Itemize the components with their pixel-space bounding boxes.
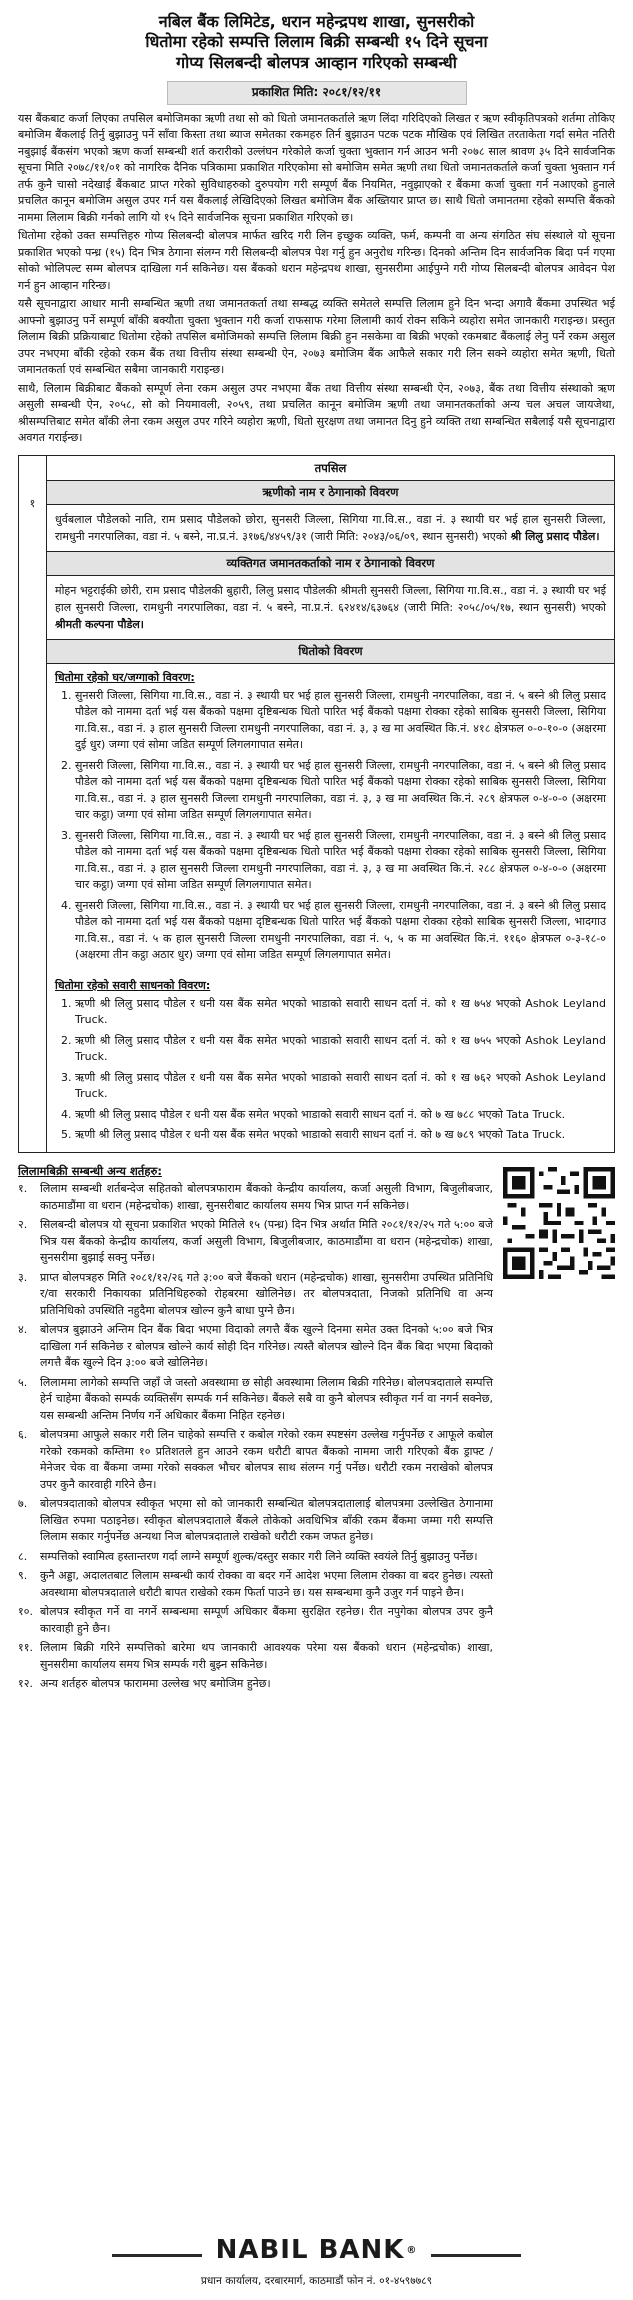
borrower-details [47, 505, 614, 551]
guarantor-details [47, 576, 614, 639]
published-date: प्रकाशित मिति: २०८१/१२/११ [167, 81, 467, 104]
notice-title [18, 12, 615, 73]
term-item [18, 1676, 493, 1693]
borrower-name: श्री लिलु प्रसाद पौडेल। [510, 530, 600, 544]
divider [112, 2254, 202, 2257]
term-number: ४. [18, 1323, 28, 1337]
term-item [18, 1270, 493, 1320]
term-item [18, 1549, 493, 1566]
term-number: १. [18, 1182, 28, 1196]
brand-name: NABIL BANK [215, 2235, 405, 2265]
list-item: 3. सुनसरी जिल्ला, सिगिया गा.वि.स., वडा नं. ३ स्थायी घर भई हाल सुनसरी जिल्ला, रामधुनी नगरपालिका, वडा नं. ३ बस्ने श्री लिलु प्रसाद पौडेल को नाममा दर्ता भई यस बैंकको पक्षमा दृष्टिबन्धक धितो पारित भई बैंकको पक्षमा रोक्का रहेको साबिक सुनसरी जिल्ला, सिगिया गा.वि.स., वडा नं. ३ हाल सुनसरी जिल्ला रामधुनी नगरपालिका, वडा नं. ३, ३ ख मा अवस्थित कि.नं. २८८ क्षेत्रफल ०-४-०-० (अक्षरमा चार कट्ठा) जग्गा एवं सोमा जडित सम्पूर्ण लिगलगापात समेत। [75, 828, 606, 894]
schedule-header: तपसिल [47, 456, 614, 482]
title-line-1: नबिल बैंक लिमिटेड, धरान महेन्द्रपथ शाखा, सुनसरीको [158, 12, 475, 31]
term-number: १२. [18, 1677, 33, 1691]
term-item [18, 1322, 493, 1372]
list-item: 2. सुनसरी जिल्ला, सिगिया गा.वि.स., वडा नं. ३ स्थायी घर भई हाल सुनसरी जिल्ला, रामधुनी नगरपालिका, वडा नं. ५ बस्ने श्री लिलु प्रसाद पौडेल को नाममा दर्ता भई यस बैंकको पक्षमा दृष्टिबन्धक धितो पारित भई बैंकको पक्षमा रोक्का रहेको साबिक सुनसरी जिल्ला, सिगिया गा.वि.स., वडा नं. ३ हाल सुनसरी जिल्ला रामधुनी नगरपालिका, वडा नं. ३, ३ ख मा अवस्थित कि.नं. २८९ क्षेत्रफल ०-४-०-० (अक्षरमा चार कट्ठा) जग्गा एवं सोमा जडित सम्पूर्ण लिगलगापात समेत। [75, 758, 606, 824]
term-text: प्राप्त बोलपत्रहरु मिति २०८१/१२/२६ गते ३:०० बजे बैंकको धरान (महेन्द्रचोक) शाखा, सुनसरीमा उपस्थित प्रतिनिधि र/वा सरकारी निकायका प्रतिनिधिहरुको रोहबरमा खोलिनेछ। तर बोलपत्रदाता, निजको प्रतिनिधि वा अन्य प्रतिनिधिको उपस्थिति नहुदैमा बोलपत्र खोल्न कुनै बाधा पुग्ने छैन। [40, 1270, 493, 1317]
term-text: बोलपत्रदाताको बोलपत्र स्वीकृत भएमा सो को जानकारी सम्बन्धित बोलपत्रदातालाई बोलपत्रमा उल्लेखित ठेगानामा लिखित रुपमा पठाइनेछ। स्वीकृत बोलपत्रदाताले बैंकले तोकेको अवधिभित्र बाँकी रकम बैंकमा जम्मा गरी सम्पत्ति लिलाम सकार गर्नुपर्नेछ अन्यथा निज बोलपत्रदाताले राखेको धरौटी रकम जफत हुनेछ। [40, 1497, 493, 1544]
list-item: 3. ऋणी श्री लिलु प्रसाद पौडेल र धनी यस बैंक समेत भएको भाडाको सवारी साधन दर्ता नं. को १ ख ७६२ भएको Ashok Leyland Truck. [75, 1070, 606, 1103]
borrower-section-title: ऋणीको नाम र ठेगानाको विवरण [47, 481, 614, 505]
term-text: लिलाम बिक्री गरिने सम्पत्तिको बारेमा थप जानकारी आवश्यक परेमा यस बैंकको धरान (महेन्द्रचोक) शाखा, सुनसरीमा कार्यालय समय भित्र सम्पर्क गरी बुझ्न सकिनेछ। [40, 1641, 493, 1671]
bank-logo [216, 2232, 418, 2270]
list-item: 5. ऋणी श्री लिलु प्रसाद पौडेल र धनी यस बैंक समेत भएको भाडाको सवारी साधन दर्ता नं. को ७ ख ७८९ भएको Tata Truck. [75, 1127, 606, 1144]
intro-paragraph: साथै, लिलाम बिक्रीबाट बैंकको सम्पूर्ण लेना रकम असुल उपर नभएमा बैंक तथा वित्तीय संस्था सम्बन्धी ऐन, २०७३, बैंक तथा वित्तीय संस्थाको ऋण असुली सम्बन्धी ऐन, २०५८, सो को नियमावली, २०५९, तथा प्रचलित कानून बमोजिम ऋणी तथा जमानतकर्ताको अन्य चल अचल जायजेथा, श्रीसम्पत्तिबाट समेत बाँकी लेना रकम असुल उपर गरिने व्यहोरा ऋणी, धितो सुरक्षण तथा जमानत दिनु हुने व्यक्ति तथा सम्बन्धित सबैलाई यसै सूचनाद्वारा अवगत गराईन्छ। [18, 381, 615, 445]
intro-paragraph: धितोमा रहेको उक्त सम्पत्तिहरु गोप्य सिलबन्दी बोलपत्र मार्फत खरिद गरी लिन इच्छुक व्यक्ति, फर्म, कम्पनी वा अन्य संगठित संघ संस्थाले यो सूचना प्रकाशित भएको पन्ध्र (१५) दिन भित्र ठेगाना संलग्न गरी सिलबन्दी बोलपत्र पेश गर्नु हुन अनुरोध गरिन्छ। दिनको अन्तिम दिन सार्वजनिक बिदा पर्न गएमा सोको भोलिपल्ट सम्म बोलपत्र दाखिला गर्न सकिनेछ। यस बैंकको धरान महेन्द्रपथ शाखा, सुनसरीमा आईपुग्ने गरी गोप्य सिलबन्दी बोलपत्र आवेदन पेश गर्न हुन आव्हान गरिन्छ। [18, 229, 615, 292]
term-item [18, 1217, 493, 1267]
term-item [18, 1181, 493, 1214]
schedule-row-number: १ [19, 456, 47, 1152]
term-text: बोलपत्र स्वीकृत गर्ने वा नगर्ने सम्बन्धमा सम्पूर्ण अधिकार बैंकमा सुरक्षित रहनेछ। रीत नपुगेका बोलपत्र उपर कुनै कारवाही हुने छैन। [40, 1605, 493, 1635]
list-item: 2. ऋणी श्री लिलु प्रसाद पौडेल र धनी यस बैंक समेत भएको भाडाको सवारी साधन दर्ता नं. को १ ख ७५५ भएको Ashok Leyland Truck. [75, 1033, 606, 1066]
term-item [18, 1640, 493, 1673]
term-text: बोलपत्र बुझाउने अन्तिम दिन बैंक बिदा भएमा विदाको लगत्तै बैंक खुल्ने दिनमा समेत उक्त दिनको ५:०० बजे भित्र दाखिला गर्न सकिनेछ र बोलपत्र खोल्ने कार्य सोही दिन गरिनेछ। त्यस्तै बोलपत्र खोल्ने दिन बैंक बिदा भएमा बिदाको लगत्तै बैंक खुल्ने दिन ३:०० बजे खोलिनेछ। [40, 1323, 493, 1370]
list-item: 1. ऋणी श्री लिलु प्रसाद पौडेल र धनी यस बैंक समेत भएको भाडाको सवारी साधन दर्ता नं. को १ ख ७५४ भएको Ashok Leyland Truck. [75, 996, 606, 1029]
term-number: ६. [18, 1428, 28, 1442]
schedule-table [18, 455, 615, 1153]
vehicle-list [47, 996, 614, 1152]
term-item [18, 1375, 493, 1425]
qr-code-icon[interactable] [503, 1167, 615, 1279]
intro-text [18, 111, 615, 447]
term-item [18, 1604, 493, 1637]
borrower-text: धुर्वबलाल पौडेलको नाति, राम प्रसाद पौडेलको छोरा, सुनसरी जिल्ला, सिगिया गा.वि.स., वडा नं. ३ स्थायी घर भई हाल सुनसरी जिल्ला, रामधुनी नगरपालिका, वडा नं. ५ बस्ने, ना.प्र.नं. ३१७६/४४५९/३१ (जारी मिति: २०४३/०६/०९, स्थान सुनसरी) भएको [55, 513, 606, 544]
term-text: सिलबन्दी बोलपत्र यो सूचना प्रकाशित भएको मितिले १५ (पन्ध्र) दिन भित्र अर्थात मिति २०८१/१२/२५ गते ५:०० बजे भित्र यस बैंकको केन्द्रीय कार्यालय, कर्जा असुली विभाग, बिजुलीबजार, काठमाडौंमा वा धरान (महेन्द्रचोक) शाखा, सुनसरीमा बुझाई सक्नु पर्नेछ। [40, 1218, 493, 1265]
term-text: कुनै अड्डा, अदालतबाट लिलाम सम्बन्धी कार्य रोक्का वा बदर गर्ने आदेश भएमा लिलाम रोक्का वा बदर हुनेछ। त्यस्तो अवस्थामा बोलपत्रदाताले धरौटी बापत राखेको रकम फिर्ता पाउने छ। यस सम्बन्धमा कुनै उजुर गर्न पाइने छैन। [40, 1569, 493, 1599]
term-text: लिलाममा लागेको सम्पत्ति जहाँ जे जस्तो अवस्थामा छ सोही अवस्थामा लिलाम बिक्री गरिनेछ। बोलपत्रदाताले सम्पत्ति हेर्न चाहेमा बैंकको सम्पर्क व्यक्तिसँग सम्पर्क गर्न सकिनेछ। बैंकले सबै वा कुनै बोलपत्र स्वीकृत गर्न वा नगर्न सक्नेछ, यस सम्बन्धी अन्तिम निर्णय गर्ने अधिकार बैंकमा निहित रहनेछ। [40, 1375, 493, 1422]
intro-paragraph: यस बैंकबाट कर्जा लिएका तपसिल बमोजिमका ऋणी तथा सो को धितो जमानतकर्ताले ऋण लिंदा गरिदिएको लिखत र ऋण स्वीकृतिपत्रको शर्तमा तोकिए बमोजिम बैंकलाई तिर्नु बुझाउनु पर्ने साँवा किस्ता तथा ब्याज समेतका रकमहरु तिर्न बुझाउन पटक पटक मौखिक एवं लिखित तरताकेता गर्दा समेत नतिरी नबुझाई बैंकसंग भएको ऋण कर्जा सम्बन्धी शर्त करारीको उल्लंघन गरेकोले कर्जा चुक्ता भुक्तान गर्न आउन भनी २०७८ साल श्रावण ३५ दिने सार्वजनिक सूचना मिति २०७८/११/०१ को नागरिक दैनिक पत्रिकामा प्रकाशित गरिएकोमा सो बमोजिम समेत ऋणी तथा धितो जमानतकर्ताले कर्जा चुक्ता भुक्तान गर्न तर्फ कुनै चासो नदेखाई बैंकबाट प्राप्त गरेको सुविधाहरुको दुरुपयोग गरी सम्पूर्ण बैंक नियमित, नवुझाएको र बैंकमा कर्जा चुक्ता गर्न नआएको हुनाले प्रचलित कानून बमोजिम असुल उपर गर्न यस बैंकलाई लेखिदिएको लिखत बमोजिम बैंक अख्तियार प्राप्त छ। साथै धितो जमानतमा रहेको सम्पत्ति बैंकको नाममा लिलाम बिक्री गर्नको लागि यो १५ दिने सार्वजनिक सूचना प्रकाशित गरिएको छ। [18, 111, 615, 224]
land-list [47, 688, 614, 972]
schedule-content [47, 456, 614, 1152]
terms-list [18, 1163, 493, 1696]
list-item: 4. सुनसरी जिल्ला, सिगिया गा.वि.स., वडा नं. ३ स्थायी घर भई हाल सुनसरी जिल्ला, रामधुनी नगरपालिका, वडा नं. ३ बस्ने श्री लिलु प्रसाद पौडेल को नाममा दर्ता भई यस बैंकको पक्षमा दृष्टिबन्धक धितो पारित भई बैंकको पक्षमा रोक्का रहेको साबिक सुनसरी जिल्ला, भादगाउ गा.वि.स., वडा नं. ५ क हाल सुनसरी जिल्ला रामधुनी नगरपालिका, वडा नं. ५, ५ क मा अवस्थित कि.नं. ११६० क्षेत्रफल ०-३-१८-० (अक्षरमा तीन कट्ठा अठार धुर) जग्गा एवं सोमा जडित सम्पूर्ण लिगलगापात समेत। [75, 898, 606, 964]
divider [431, 2254, 521, 2257]
intro-paragraph: यसै सूचनाद्वारा आधार मानी सम्बन्धित ऋणी तथा जमानतकर्ता तथा सम्बद्ध व्यक्ति समेतले सम्पत्ति लिलाम हुने दिन भन्दा अगावै बैंकमा उपस्थित भई आफ्नो बुझाउनु पर्ने सम्पूर्ण बाँकी बक्यौता चुक्ता भुक्तान गरी कर्जा राफसाफ गरेमा लिलामी कार्य रोक्न सकिने व्यहोरा समेत जानकारी गराइन्छ। प्रस्तुत लिलाम बिक्री प्रक्रियाबाट धितोमा रहेको तपसिल बमोजिमको सम्पत्ति लिलाम बिक्री हुन नसकेमा वा बिक्री भएको रकमबाट बैंकलाई लेनु पर्ने रकम असुल उपर नभएमा बाँकी रहेको रकम बैंक तथा वित्तीय संस्था सम्बन्धी ऐन, २०७३ बमोजिम बैंक आफैले सकार गरी लिन सक्ने व्यहोरा समेत ऋणी, धितो जमानतकर्ता एवं सम्बन्धित सबैमा जानकारी गराइन्छ। [18, 297, 615, 377]
list-item: 1. सुनसरी जिल्ला, सिगिया गा.वि.स., वडा नं. ३ स्थायी घर भई हाल सुनसरी जिल्ला, रामधुनी नगरपालिका, वडा नं. ५ बस्ने श्री लिलु प्रसाद पौडेल को नाममा दर्ता भई यस बैंकको पक्षमा दृष्टिबन्धक धितो पारित भई बैंकको पक्षमा रोक्का रहेको साबिक सुनसरी जिल्ला, सिगिया गा.वि.स., वडा नं. ३ हाल सुनसरी जिल्ला रामधुनी नगरपालिका, वडा नं. ३, ३ ख मा अवस्थित कि.नं. ४१८ क्षेत्रफल ०-०-१०-० (अक्षरमा दुई धुर) जग्गा एवं सोमा जडित सम्पूर्ण लिगलगापात समेत। [75, 688, 606, 754]
term-text: अन्य शर्तहरु बोलपत्र फाराममा उल्लेख भए बमोजिम हुनेछ। [40, 1677, 271, 1691]
term-number: ९. [18, 1569, 28, 1583]
term-number: १०. [18, 1605, 33, 1619]
brand-row [0, 2232, 633, 2270]
term-text: लिलाम सम्बन्धी शर्तबन्देज सहितको बोलपत्रफाराम बैंकको केन्द्रीय कार्यालय, कर्जा असुली विभाग, बिजुलीबजार, काठमाडौंमा वा धरान (महेन्द्रचोक) शाखा, सुनसरीबाट कार्यालय समय भित्र प्राप्त गर्न सकिनेछ। [40, 1182, 493, 1212]
term-text: बोलपत्रमा आफुले सकार गरी लिन चाहेको सम्पत्ति र कबोल गरेको रकम स्पष्टसंग उल्लेख गर्नुपर्नेछ र आफूले कबोल गरेको रकमको कम्तिमा १० प्रतिशतले हुन आउने रकम धरौटी बापत बैंकको नाममा जारी गरिएको बैंक ड्राफ्ट / मेनेजर चेक वा बैंकमा जम्मा गरेको सक्कल भौचर बोलपत्र साथ संलग्न गर्नु पर्नेछ। धरौटी रकम नराखेको बोलपत्र उपर कुनै कारवाही गरिने छैन। [40, 1428, 493, 1491]
guarantor-name: श्रीमती कल्पना पौडेल। [55, 618, 144, 631]
title-line-2: धितोमा रहेको सम्पत्ति लिलाम बिक्री सम्बन्धी १५ दिने सूचना [145, 32, 488, 52]
terms-section [18, 1163, 615, 1696]
term-item [18, 1568, 493, 1601]
term-number: २. [18, 1218, 28, 1232]
title-line-3: गोप्य सिलबन्दी बोलपत्र आव्हान गरिएको सम्बन्धी [176, 52, 457, 72]
term-number: ५. [18, 1375, 28, 1389]
list-item: 4. ऋणी श्री लिलु प्रसाद पौडेल र धनी यस बैंक समेत भएको भाडाको सवारी साधन दर्ता नं. को ७ ख ७८८ भएको Tata Truck. [75, 1107, 606, 1124]
footer [0, 2232, 633, 2289]
head-office-address: प्रधान कार्यालय, दरबारमार्ग, काठमाडौं फोन नं. ०१-४५९७७८९ [200, 2274, 433, 2287]
term-item [18, 1427, 493, 1493]
term-number: ७. [18, 1497, 28, 1511]
collateral-section-title: धितोको विवरण [47, 639, 614, 664]
land-subheading: धितोमा रहेको घर/जग्गाको विवरण: [55, 670, 195, 684]
term-number: ११. [18, 1641, 33, 1655]
registered-mark: ® [406, 2244, 418, 2256]
vehicle-subheading: धितोमा रहेको सवारी साधनको विवरण: [55, 978, 211, 992]
guarantor-text: मोहन भट्टराईकी छोरी, राम प्रसाद पौडेलकी बुहारी, लिलु प्रसाद पौडेलकी श्रीमती सुनसरी जिल्ला, सिगिया गा.वि.स., वडा नं. ३ स्थायी घर भई हाल सुनसरी जिल्ला, रामधुनी नगरपालिका, वडा नं. ५ बस्ने, ना.प्र.नं. ६२४१४/६३७६४ (जारी मिति: २०५८/०५/१७, स्थान सुनसरी) भएको [55, 583, 606, 614]
term-text: सम्पत्तिको स्वामित्व हस्तान्तरण गर्दा लाग्ने सम्पूर्ण शुल्क/दस्तुर सकार गरी लिने व्यक्ति स्वयंले तिर्नु बुझाउनु पर्नेछ। [40, 1549, 478, 1563]
term-number: ३. [18, 1270, 28, 1284]
term-number: ८. [18, 1549, 28, 1563]
term-item [18, 1496, 493, 1546]
guarantor-section-title: व्यक्तिगत जमानतकर्ताको नाम र ठेगानाको विवरण [47, 551, 614, 576]
terms-heading: लिलामबिक्री सम्बन्धी अन्य शर्तहरु: [18, 1163, 162, 1178]
